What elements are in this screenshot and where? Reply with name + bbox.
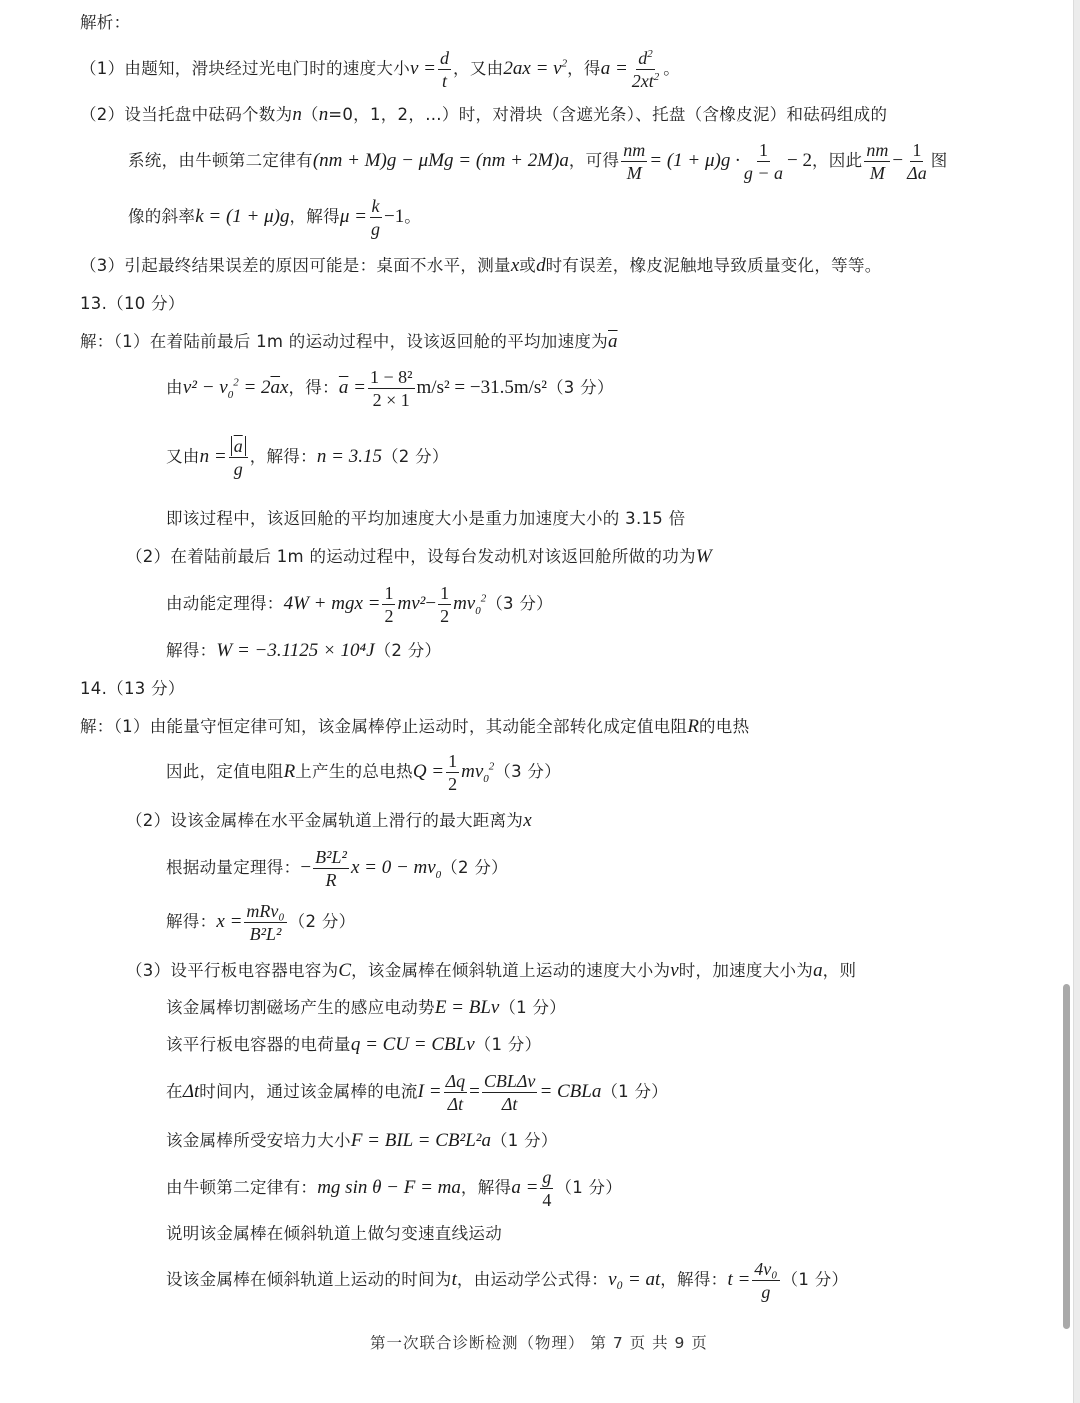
math: n = [199,446,227,467]
den: 2 [440,605,450,626]
den: M [626,162,642,183]
fraction [905,139,929,184]
den [630,70,662,92]
eq: v² − v [182,377,228,398]
abs-abar: $\overline{a}$ [231,436,246,456]
q14-eq-7 [166,1130,558,1152]
math: v [670,960,679,981]
math: R [283,761,296,782]
x: x [280,377,289,398]
math [351,857,441,879]
q14-part-3 [126,960,856,982]
math: − [300,857,312,878]
math: −1 [384,206,405,227]
sub: 0 [475,604,481,617]
text: =0，1，2，…）时，对滑块（含遮光条）、托盘（含橡皮泥）和砝码组成的 [328,105,888,124]
math [503,58,567,80]
den: Δa [907,162,927,183]
eq: 2ax = v [503,58,562,79]
text: 该金属棒切割磁场产生的感应电动势 [166,998,435,1017]
fraction-d-over-t [438,47,451,92]
score: （1 分） [499,998,567,1017]
score: （1 分） [601,1082,669,1101]
fraction [313,846,349,891]
math [183,377,289,399]
math: a = [600,58,628,79]
text: 解：（1）由能量守恒定律可知，该金属棒停止运动时，其动能全部转化成定值电阻 [80,717,688,736]
math: Δt [182,1081,200,1102]
fraction [444,1070,468,1115]
math: μ = [339,206,367,227]
text: 。 [404,207,422,226]
score: （2 分） [374,641,442,660]
text: ，解得： [660,1270,728,1289]
mv: mv [461,761,484,782]
math: x [510,255,520,276]
num: B²L² [315,846,347,867]
text: 设该金属棒在倾斜轨道上运动的时间为 [166,1270,452,1289]
mv0: mv [453,593,476,614]
num: Δq [445,1070,466,1091]
math: 4W + mgx = [283,593,381,614]
sub: 0 [227,388,234,401]
math: d [536,255,546,276]
score: （3 分） [486,594,553,613]
q14-eq-8 [166,1164,622,1212]
den: t [442,70,448,91]
text: ，因此 [812,151,863,170]
den: 2 [448,773,458,794]
analysis-part-1 [80,45,680,93]
text: 该金属棒所受安培力大小 [166,1131,351,1150]
text: ，可得 [568,151,620,170]
score: （1 分） [474,1035,542,1054]
text: 解得： [166,912,217,931]
text: 解：（1）在着陆前最后 1m 的运动过程中，设该返回舱的平均加速度为 [80,332,609,351]
text: 由 [166,378,183,397]
eq: = [353,377,366,398]
text: （ [301,105,319,124]
math: F = BIL = CB²L²a [350,1130,491,1151]
math: a [813,960,823,981]
den: R [325,869,337,890]
scrollbar-thumb[interactable] [1063,984,1070,1329]
page-footer: 第一次联合诊断检测（物理） 第 7 页 共 9 页 [370,1334,708,1352]
math: = [469,1081,480,1102]
eq: = 2 [243,377,271,398]
math: = CBLa [539,1081,602,1102]
q14-eq-1 [166,748,561,796]
fraction [369,195,382,240]
math: q = CU = CBLv [350,1034,475,1055]
text: 根据动量定理得： [166,858,301,877]
n: d [638,47,648,68]
text: 13.（10 分） [80,294,185,313]
den: 2 [384,605,394,626]
q14-eq-10 [166,1256,848,1304]
analysis-part-3 [80,255,882,277]
fraction [382,582,395,627]
sup: 2 [647,47,653,60]
abar: $\overline{a}$ [338,377,349,398]
fraction [742,139,785,184]
text: 时，加速度大小为 [678,961,814,980]
score: （1 分） [490,1131,558,1150]
text: （1）由题知，滑块经过光电门时的速度大小 [80,59,410,78]
text: 图 [930,151,948,170]
text: 时间内，通过该金属棒的电流 [199,1082,418,1101]
math: n [292,104,302,125]
text: 14.（13 分） [80,679,185,698]
math: k = (1 + μ)g [195,206,290,227]
text: 由动能定理得： [166,594,284,613]
math: mv² [397,593,426,614]
text: 解得： [166,641,217,660]
text: ，解得： [249,447,317,466]
math: W = −3.1125 × 10⁴J [216,640,375,661]
den: g [761,1281,771,1302]
text: 或 [519,256,537,275]
text: ，该金属棒在倾斜轨道上运动的速度大小为 [351,961,671,980]
analysis-part-2-line-3 [128,193,421,241]
math: v = [410,58,437,79]
score: （1 分） [555,1178,623,1197]
den: B²L² [249,923,282,944]
text: ，由运动学公式得： [456,1270,609,1289]
q14-eq-4 [166,997,566,1019]
q13-eq-4 [166,580,553,628]
math: I = [417,1081,442,1102]
math: − [892,150,904,171]
text: （2）设当托盘中砝码个数为 [80,105,293,124]
math: E = BLv [434,997,500,1018]
text: 像的斜率 [128,207,196,226]
num: mRv₀ [246,900,285,921]
fraction [438,582,451,627]
q14-eq-3 [166,898,355,946]
math: n [318,104,329,125]
text: 在 [166,1082,183,1101]
math: $\overline{a}$ [608,331,618,352]
fraction [368,366,415,411]
text: 说明该金属棒在倾斜轨道上做匀变速直线运动 [166,1224,502,1243]
abar: $\overline{a}$ [270,377,281,398]
text: 时有误差，橡皮泥触地导致质量变化，等等。 [545,256,882,275]
text: （2）设该金属棒在水平金属轨道上滑行的最大距离为 [126,811,524,830]
num: k [371,195,380,216]
text: （3）设平行板电容器电容为 [126,961,339,980]
num: 1 [912,139,922,160]
text: ，得： [288,378,339,397]
text: ，解得 [289,207,340,226]
sub: 0 [483,772,489,785]
text: 的电热 [698,717,750,736]
q14-eq-5 [166,1034,541,1056]
scrollbar-track[interactable] [1073,0,1080,1403]
d: 2xt [631,70,654,91]
q14-statement [166,1223,502,1245]
sup: 2 [233,376,239,389]
text: 即该过程中，该返回舱的平均加速度大小是重力加速度大小的 3.15 倍 [166,509,686,528]
score: （3 分） [494,762,562,781]
analysis-part-2-line-2 [128,137,948,185]
text: ，则 [822,961,857,980]
math: n = 3.15 [316,446,382,467]
score: （2 分） [288,912,356,931]
num: nm [866,139,889,160]
math: R [687,716,699,737]
text: （2）在着陆前最后 1m 的运动过程中，设每台发动机对该返回舱所做的功为 [126,547,696,566]
text: 系统，由牛顿第二定律有 [128,151,313,170]
math: t = [727,1269,751,1290]
fraction [752,1258,779,1303]
fraction [244,900,286,945]
sup: 2 [488,760,495,773]
score: （2 分） [381,447,449,466]
num: 1 − 8² [369,366,413,387]
text: 该平行板电容器的电荷量 [166,1035,351,1054]
q13-eq-5 [166,640,441,662]
den: Δt [501,1093,518,1114]
q14-eq-2 [166,844,508,892]
num [229,435,248,458]
num: 4v₀ [754,1258,778,1279]
math: x [523,810,532,831]
fraction [864,139,890,184]
text: 因此，定值电阻 [166,762,284,781]
num: 1 [384,582,394,603]
text: ，解得 [460,1178,512,1197]
den: g [233,458,243,479]
text: 又由 [166,447,200,466]
math: W [695,546,712,567]
math: v₀ = at [608,1269,661,1290]
num: CBLΔv [483,1070,536,1091]
text: 由牛顿第二定律有： [166,1178,318,1197]
math: x = [216,911,243,932]
den: M [869,162,885,183]
den: 2 × 1 [372,389,410,410]
math: − 2 [787,150,812,171]
math: t [451,1269,457,1290]
num: nm [623,139,646,160]
text: （3）引起最终结果误差的原因可能是：桌面不水平，测量 [80,256,511,275]
fraction [482,1070,538,1115]
heading-text: 解析： [80,13,131,32]
q14-eq-6 [166,1068,668,1116]
score: （1 分） [781,1270,849,1289]
math: (nm + M)g − μMg = (nm + 2M)a [312,150,569,171]
math: Q = [412,761,445,782]
math: − [425,593,437,614]
q13-conclusion [166,508,685,530]
den: Δt [447,1093,464,1114]
sup: 2 [653,70,660,83]
num: 1 [758,139,768,160]
math [339,377,366,399]
sup: 2 [480,592,487,605]
math [461,761,494,783]
den: g [371,218,380,239]
q14-part-2 [126,810,532,832]
analysis-part-2-line-1 [80,104,887,126]
num: g [542,1166,552,1187]
sup: 2 [561,57,568,70]
sub: 0 [435,868,442,881]
q13-part-1 [80,331,618,353]
num [636,47,655,70]
text: 上产生的总电热 [295,762,413,781]
math: a = [511,1177,539,1198]
analysis-heading [80,12,130,34]
text: ，又由 [453,59,504,78]
question-13-title [80,293,185,315]
q13-part-2 [126,546,712,568]
q14-part-1 [80,716,749,738]
math: mg sin θ − F = ma [317,1177,461,1198]
num: 1 [448,750,458,771]
math [453,593,486,615]
eq: x = 0 − mv [350,857,436,878]
math: = (1 + μ)g · [649,150,740,171]
fraction [540,1166,553,1211]
question-14-title [80,678,185,700]
score: （2 分） [441,858,508,877]
num: d [440,47,450,68]
fraction-a [630,47,662,92]
den: g − a [743,162,784,183]
q13-eq-2 [166,432,449,482]
score: （3 分） [547,378,614,397]
q13-eq-1 [166,364,614,412]
fraction [229,435,248,480]
fraction [621,139,647,184]
num: 1 [440,582,450,603]
text: ，得 [567,59,601,78]
math: m/s² = −31.5m/s² [416,377,547,398]
math: C [338,960,352,981]
fraction [446,750,459,795]
text: 。 [663,59,681,78]
den: 4 [542,1189,552,1210]
